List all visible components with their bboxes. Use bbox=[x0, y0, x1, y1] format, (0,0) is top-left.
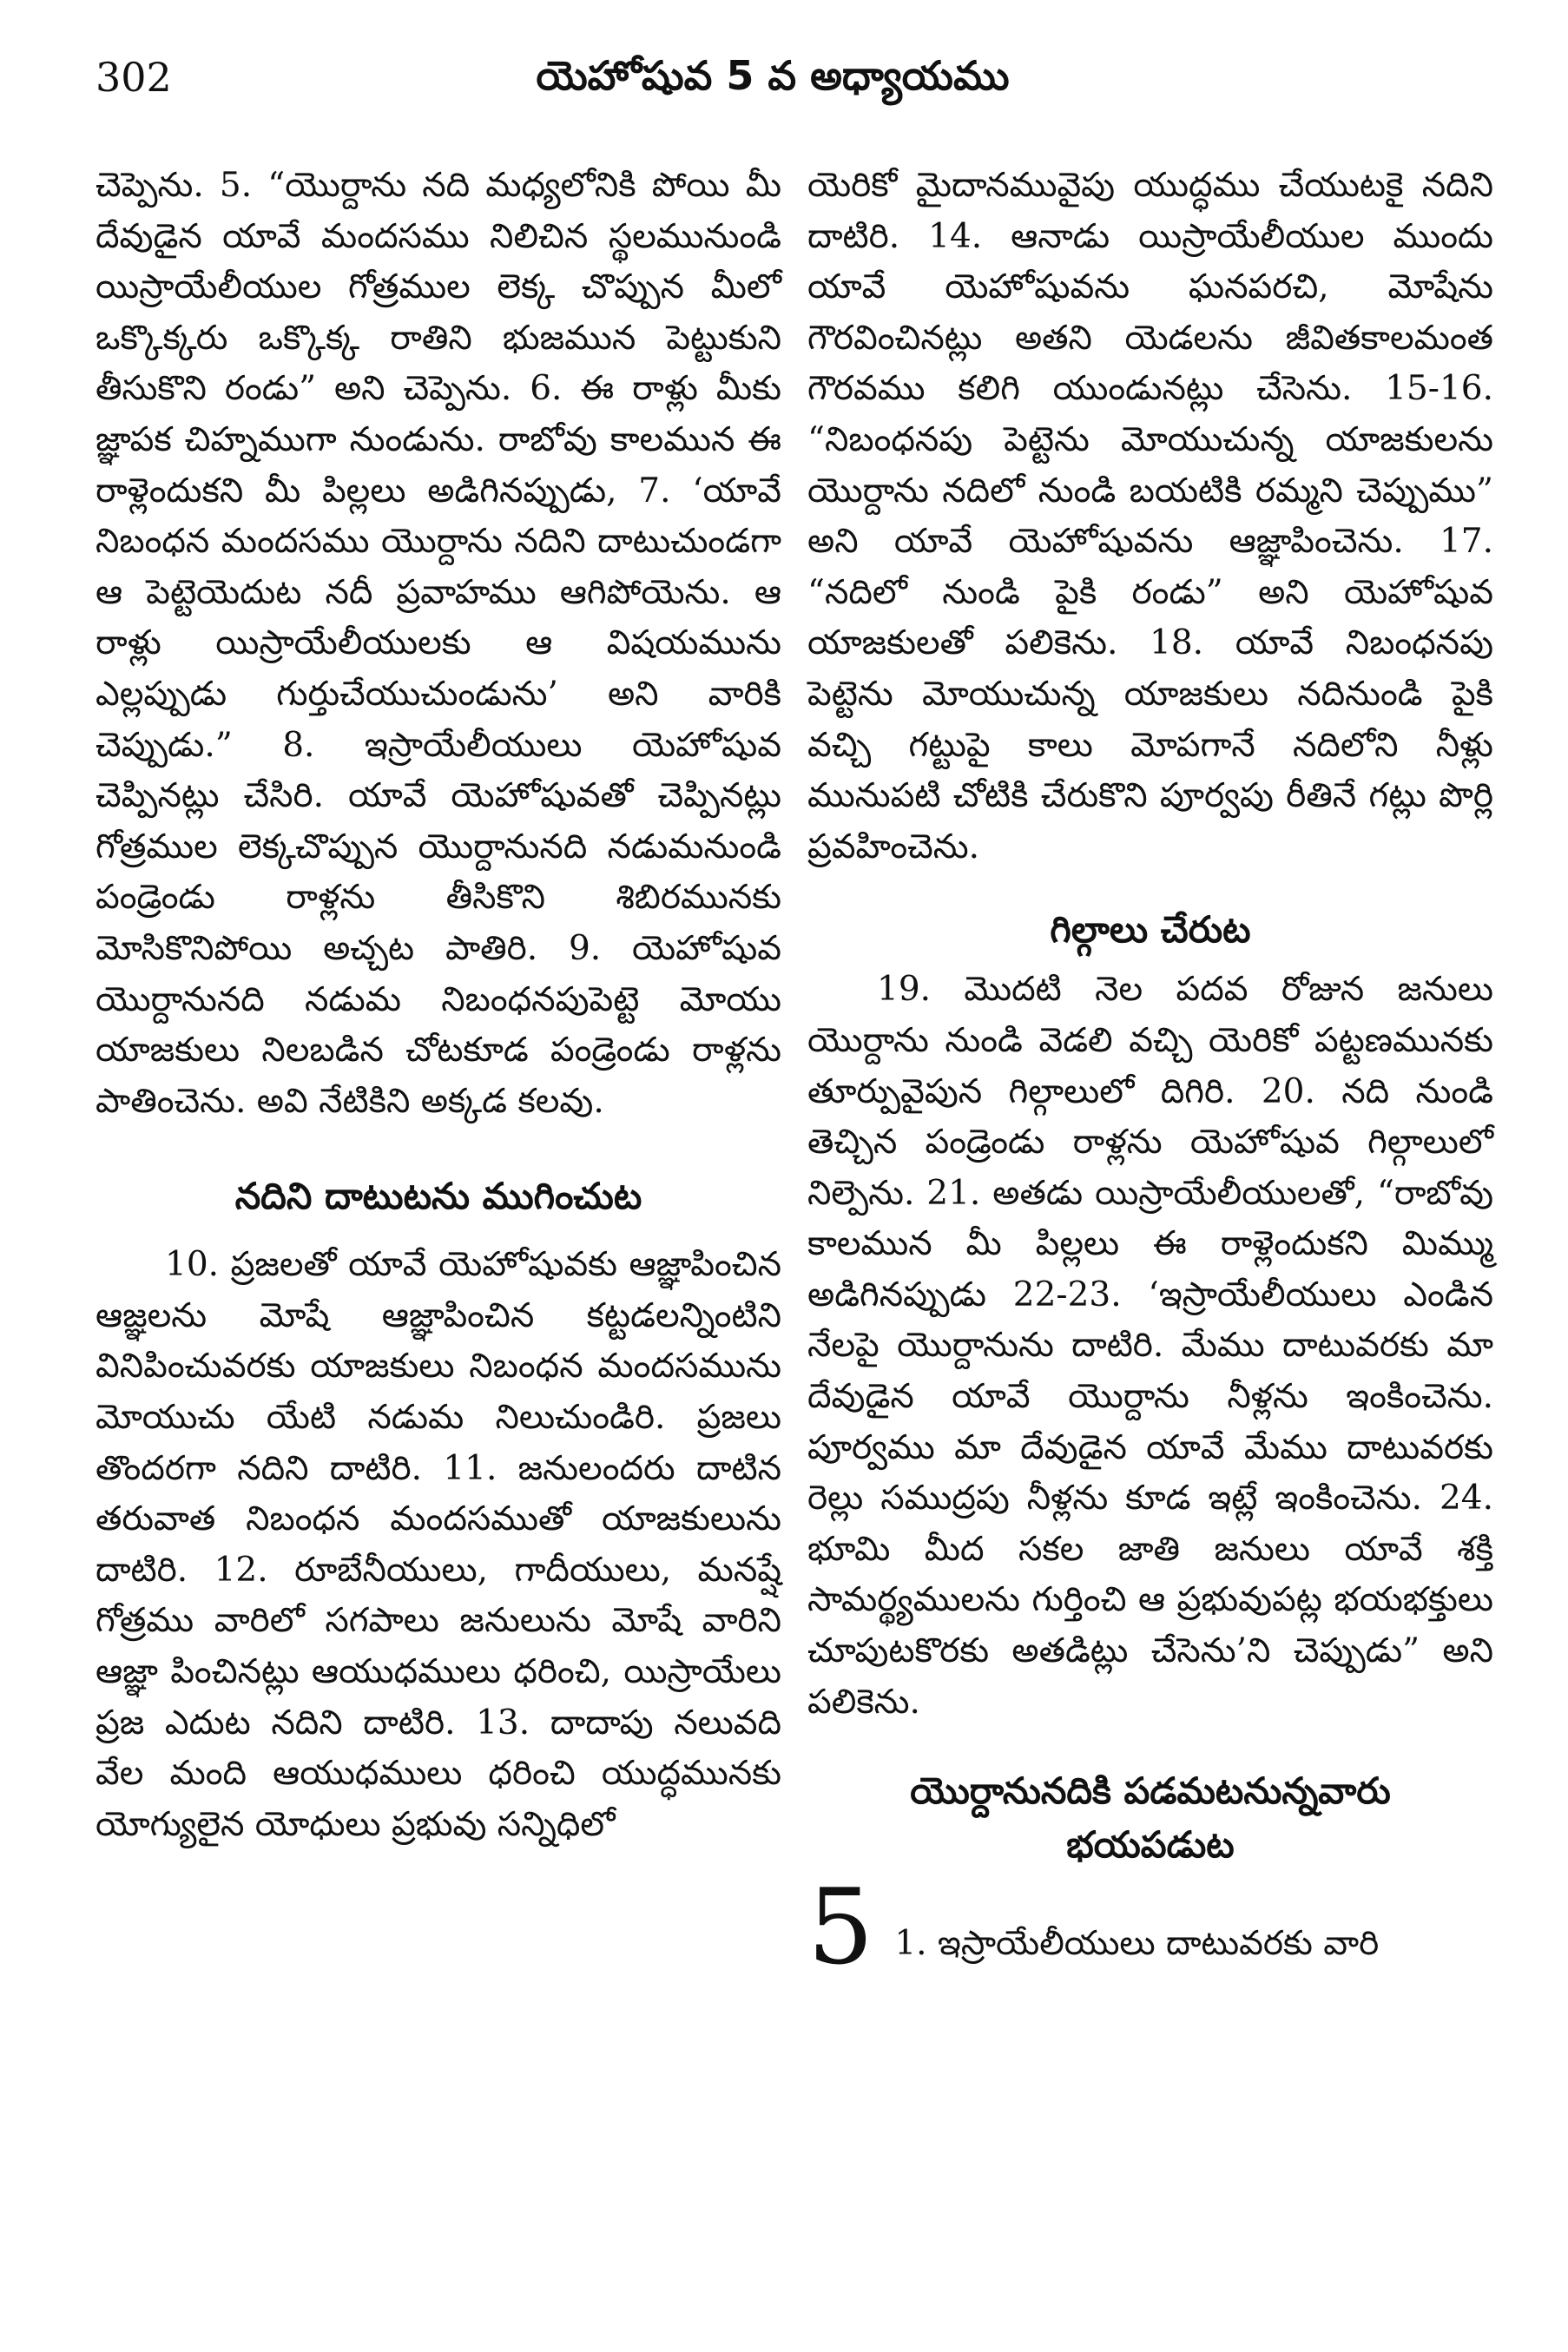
left-column bbox=[96, 161, 781, 1850]
section-heading-chapter-5 bbox=[807, 1764, 1493, 1872]
chapter-start bbox=[807, 1868, 1493, 1989]
right-column bbox=[807, 161, 1493, 1989]
section-heading-crossing-complete: నదిని దాటుటను ముగించుట bbox=[234, 1175, 642, 1218]
page-number: 302 bbox=[96, 54, 172, 101]
page-header bbox=[96, 45, 1450, 123]
section-heading-gilgal: గిల్గాలు చేరుట bbox=[1050, 908, 1251, 952]
paragraph-verses-19-24: 19. మొదటి నెల పదవ రోజున జనులు యొర్దాను నుండి వెడలి వచ్చి యెరికో పట్టణమునకు తూర్పువైపున గిల్గాలులో దిగిరి. 20. నది నుండి తెచ్చిన పండ్రెండు రాళ్లను యెహోషువ గిల్గాలులో నిల్పెను. 21. అతడు యిస్రాయేలీయులతో, “రాబోవు కాలమున మీ పిల్లలు ఈ రాళ్లెందుకని మిమ్ము అడిగినప్పుడు 22-23. ‘ఇస్రాయేలీయులు ఎండిన నేలపై యొర్దానును దాటిరి. మేము దాటువరకు మా దేవుడైన యావే యొర్దాను నీళ్లను ఇంకించెను. పూర్వము మా దేవుడైన యావే మేము దాటువరకు రెల్లు సముద్రపు నీళ్లను కూడ ఇట్లే ఇంకించెను. 24. భూమి మీద సకల జాతి జనులు యావే శక్తి సామర్థ్యములను గుర్తించి ఆ ప్రభువుపట్ల భయభక్తులు చూపుటకొరకు అతడిట్లు చేసెను’ని చెప్పుడు” అని పలికెను. bbox=[807, 970, 1493, 1722]
chapter-first-verse: 1. ఇస్రాయేలీయులు దాటువరకు వారి bbox=[894, 1923, 1380, 1963]
section-heading-line-1: యొర్దానునదికి పడమటనున్నవారు bbox=[910, 1769, 1391, 1813]
paragraph-verses-10-13: 10. ప్రజలతో యావే యెహోషువకు ఆజ్ఞాపించిన ఆజ్ఞలను మోషే ఆజ్ఞాపించిన కట్టడలన్నింటిని వినిపించువరకు యాజకులు నిబంధన మందసమును మోయుచు యేటి నడుమ నిలుచుండిరి. ప్రజలు తొందరగా నదిని దాటిరి. 11. జనులందరు దాటిన తరువాత నిబంధన మందసముతో యాజకులును దాటిరి. 12. రూబేనీయులు, గాదీయులు, మనష్షే గోత్రము వారిలో సగపాలు జనులును మోషే వారిని ఆజ్ఞా పించినట్లు ఆయుధములు ధరించి, యిస్రాయేలు ప్రజ ఎదుట నదిని దాటిరి. 13. దాదాపు నలువది వేల మంది ఆయుధములు ధరించి యుద్ధమునకు యోగ్యులైన యోధులు ప్రభువు సన్నిధిలో bbox=[96, 1245, 781, 1844]
paragraph-verses-13-18: యెరికో మైదానమువైపు యుద్ధము చేయుటకై నదిని దాటిరి. 14. ఆనాడు యిస్రాయేలీయుల ముందు యావే యెహోషువను ఘనపరచి, మోషేను గౌరవించినట్లు అతని యెడలను జీవితకాలమంత గౌరవము కలిగి యుండునట్లు చేసెను. 15-16. “నిబంధనపు పెట్టెను మోయుచున్న యాజకులను యొర్దాను నదిలో నుండి బయటికి రమ్మని చెప్పుము” అని యావే యెహోషువను ఆజ్ఞాపించెను. 17. “నదిలో నుండి పైకి రండు” అని యెహోషువ యాజకులతో పలికెను. 18. యావే నిబంధనపు పెట్టెను మోయుచున్న యాజకులు నదినుండి పైకి వచ్చి గట్టుపై కాలు మోపగానే నదిలోని నీళ్లు మునుపటి చోటికి చేరుకొని పూర్వపు రీతినే గట్లు పొర్లి ప్రవహించెను. bbox=[807, 166, 1493, 866]
chapter-number: 5 bbox=[807, 1868, 874, 1989]
section-heading-line-2: భయపడుట bbox=[1066, 1823, 1235, 1867]
paragraph-verses-5-9: చెప్పెను. 5. “యొర్దాను నది మధ్యలోనికి పోయి మీ దేవుడైన యావే మందసము నిలిచిన స్థలమునుండి యిస్రాయేలీయుల గోత్రముల లెక్క చొప్పున మీలో ఒక్కొక్కరు ఒక్కొక్క రాతిని భుజమున పెట్టుకుని తీసుకొని రండు” అని చెప్పెను. 6. ఈ రాళ్లు మీకు జ్ఞాపక చిహ్నముగా నుండును. రాబోవు కాలమున ఈ రాళ్లెందుకని మీ పిల్లలు అడిగినప్పుడు, 7. ‘యావే నిబంధన మందసము యొర్దాను నదిని దాటుచుండగా ఆ పెట్టెయెదుట నదీ ప్రవాహము ఆగిపోయెను. ఆ రాళ్లు యిస్రాయేలీయులకు ఆ విషయమును ఎల్లప్పుడు గుర్తుచేయుచుండును’ అని వారికి చెప్పుడు.” 8. ఇస్రాయేలీయులు యెహోషువ చెప్పినట్లు చేసిరి. యావే యెహోషువతో చెప్పినట్లు గోత్రముల లెక్కచొప్పున యొర్దానునది నడుమనుండి పండ్రెండు రాళ్లను తీసికొని శిబిరమునకు మోసికొనిపోయి అచ్చట పాతిరి. 9. యెహోషువ యొర్దానునది నడుమ నిబంధనపుపెట్టె మోయు యాజకులు నిలబడిన చోటకూడ పండ్రెండు రాళ్లను పాతించెను. అవి నేటికిని అక్కడ కలవు. bbox=[96, 166, 781, 1121]
running-head: యెహోషువ 5 వ అధ్యాయము bbox=[536, 52, 1010, 99]
